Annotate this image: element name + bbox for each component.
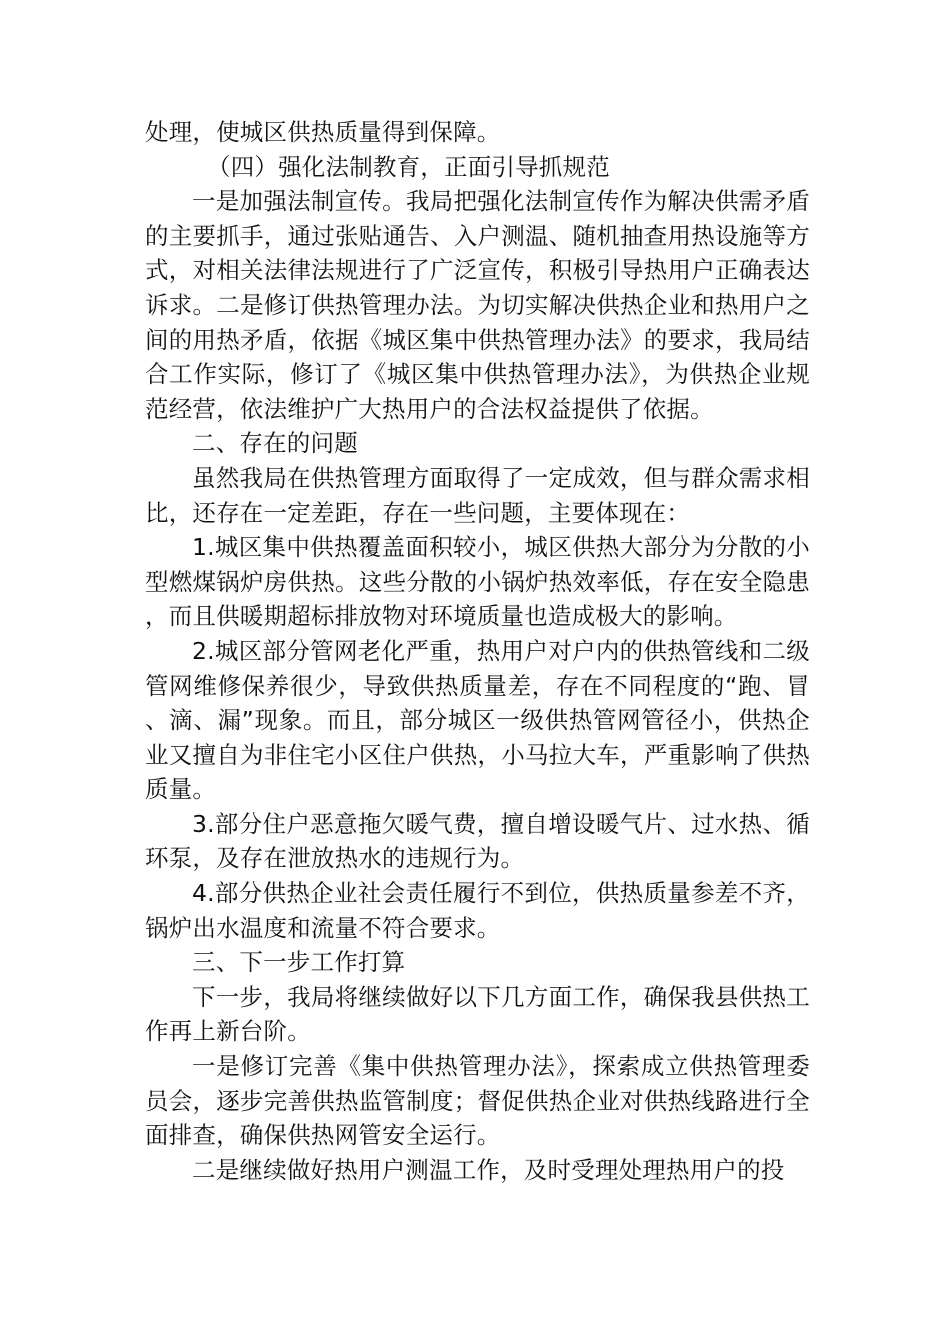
section-heading-next-steps: 三、下一步工作打算 (192, 948, 406, 977)
paragraph-continuation: 处理，使城区供热质量得到保障。 (145, 118, 501, 146)
document-body (145, 115, 810, 1187)
problem-item-2: 2.城区部分管网老化严重，热用户对户内的供热管线和二级管网维修保养很少，导致供热质量差，存在不同程度的“跑、冒、滴、漏”现象。而且，部分城区一级供热管网管径小，供热企业又擅自为非住宅小区住户供热，小马拉大车，严重影响了供热质量。 (145, 636, 810, 804)
subsection-heading: （四）强化法制教育，正面引导抓规范 (207, 152, 610, 181)
paragraph-next-steps-intro: 下一步，我局将继续做好以下几方面工作，确保我县供热工作再上新台阶。 (145, 982, 810, 1046)
paragraph-legal-education: 一是加强法制宣传。我局把强化法制宣传作为解决供需矛盾的主要抓手，通过张贴通告、入户测温、随机抽查用热设施等方式，对相关法律法规进行了广泛宣传，积极引导热用户正确表达诉求。二是修订供热管理办法。为切实解决供热企业和热用户之间的用热矛盾，依据《城区集中供热管理办法》的要求，我局结合工作实际，修订了《城区集中供热管理办法》，为供热企业规范经营，依法维护广大热用户的合法权益提供了依据。 (145, 187, 810, 423)
paragraph-plan-one: 一是修订完善《集中供热管理办法》，探索成立供热管理委员会，逐步完善供热监管制度；督促供热企业对供热线路进行全面排查，确保供热网管安全运行。 (145, 1052, 810, 1150)
problem-item-4: 4.部分供热企业社会责任履行不到位，供热质量参差不齐，锅炉出水温度和流量不符合要求。 (145, 879, 810, 942)
problem-item-1: 1.城区集中供热覆盖面积较小，城区供热大部分为分散的小型燃煤锅炉房供热。这些分散的小锅炉热效率低，存在安全隐患，而且供暖期超标排放物对环境质量也造成极大的影响。 (145, 533, 810, 631)
problem-item-3: 3.部分住户恶意拖欠暖气费，擅自增设暖气片、过水热、循环泵，及存在泄放热水的违规行为。 (145, 809, 810, 873)
paragraph-problems-intro: 虽然我局在供热管理方面取得了一定成效，但与群众需求相比，还存在一定差距，存在一些问题，主要体现在： (145, 463, 810, 527)
section-heading-problems: 二、存在的问题 (192, 429, 358, 458)
paragraph-plan-two: 二是继续做好热用户测温工作，及时受理处理热用户的投 (192, 1155, 785, 1184)
